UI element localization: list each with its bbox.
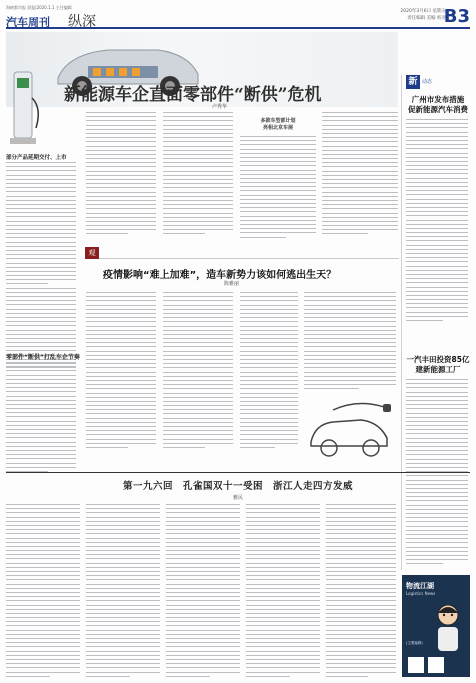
view-badge: 观 xyxy=(85,247,99,259)
cartoon-person-icon xyxy=(430,601,466,653)
lead-col-1b xyxy=(6,362,76,475)
left-caption: 部分产品延期交付、上市 xyxy=(6,155,67,161)
serial-col-1 xyxy=(6,504,80,680)
center-box-title: 多款车型部计划 亮相北京车展 xyxy=(260,118,296,131)
serial-col-3 xyxy=(166,504,240,680)
lead-subhead-2: 零部件“断供”打乱车企节奏 xyxy=(6,354,80,361)
lead-col-2 xyxy=(86,112,156,238)
view-article-title: 疫情影响“难上加难”，造车新势力该如何逃出生天？ xyxy=(103,270,337,281)
serial-col-5 xyxy=(326,504,396,680)
sidebar-badge: 新 xyxy=(406,75,420,89)
hero-banner xyxy=(6,32,398,110)
ad-logo-text: 物流江湖 xyxy=(406,582,434,590)
qr-code-icon xyxy=(408,657,424,673)
view-col-1 xyxy=(86,292,156,451)
section-name: 汽车周刊 xyxy=(6,16,50,29)
masthead-small-text: 海峡都市报 晨报|2020.1.1 主任编辑 xyxy=(6,5,72,10)
ad-subtitle: Logistics News xyxy=(406,591,436,596)
date-line xyxy=(400,8,446,22)
serial-col-2 xyxy=(86,504,160,680)
electric-car-illustration xyxy=(303,398,395,462)
lead-article-author: 卢秀华 xyxy=(212,104,228,110)
bottom-divider xyxy=(6,472,470,473)
sidebar-body-2 xyxy=(406,379,468,567)
qr-code-icon xyxy=(428,657,444,673)
sidebar-headline-1: 广州市发布措施 促新能源汽车消费 xyxy=(408,95,468,114)
sidebar-body-1 xyxy=(406,119,468,324)
logistics-ad xyxy=(402,575,470,677)
lead-col-5 xyxy=(322,112,398,238)
lead-col-4 xyxy=(240,136,316,241)
view-article-author: 陈雅丽 xyxy=(224,281,240,287)
page-number: B3 xyxy=(443,6,470,27)
charging-station-illustration xyxy=(8,68,42,150)
ad-caption: (主要编辑) xyxy=(406,641,423,645)
view-section-bar xyxy=(85,247,399,259)
view-col-3 xyxy=(240,292,298,451)
view-col-2 xyxy=(163,292,233,451)
column-name: 纵深 xyxy=(68,14,96,30)
sidebar-tag: 动态 xyxy=(422,79,433,85)
view-col-4 xyxy=(304,292,396,393)
lead-col-3 xyxy=(163,112,233,238)
serial-article-author: 雅民 xyxy=(232,495,243,501)
editor-text: 责任编辑 美编 校对 xyxy=(407,16,446,21)
serial-col-4 xyxy=(246,504,320,680)
serial-article-title: 第一九六回 孔雀国双十一受困 浙江人走四方发威 xyxy=(122,481,353,492)
sidebar-headline-2: 一汽丰田投资85亿 建新能源工厂 xyxy=(406,355,470,374)
masthead xyxy=(6,5,470,29)
lead-article-title: 新能源车企直面零部件“断供”危机 xyxy=(64,85,322,105)
date-text: 2020年3月6日 星期五 xyxy=(400,9,446,14)
lead-col-1 xyxy=(6,162,76,371)
